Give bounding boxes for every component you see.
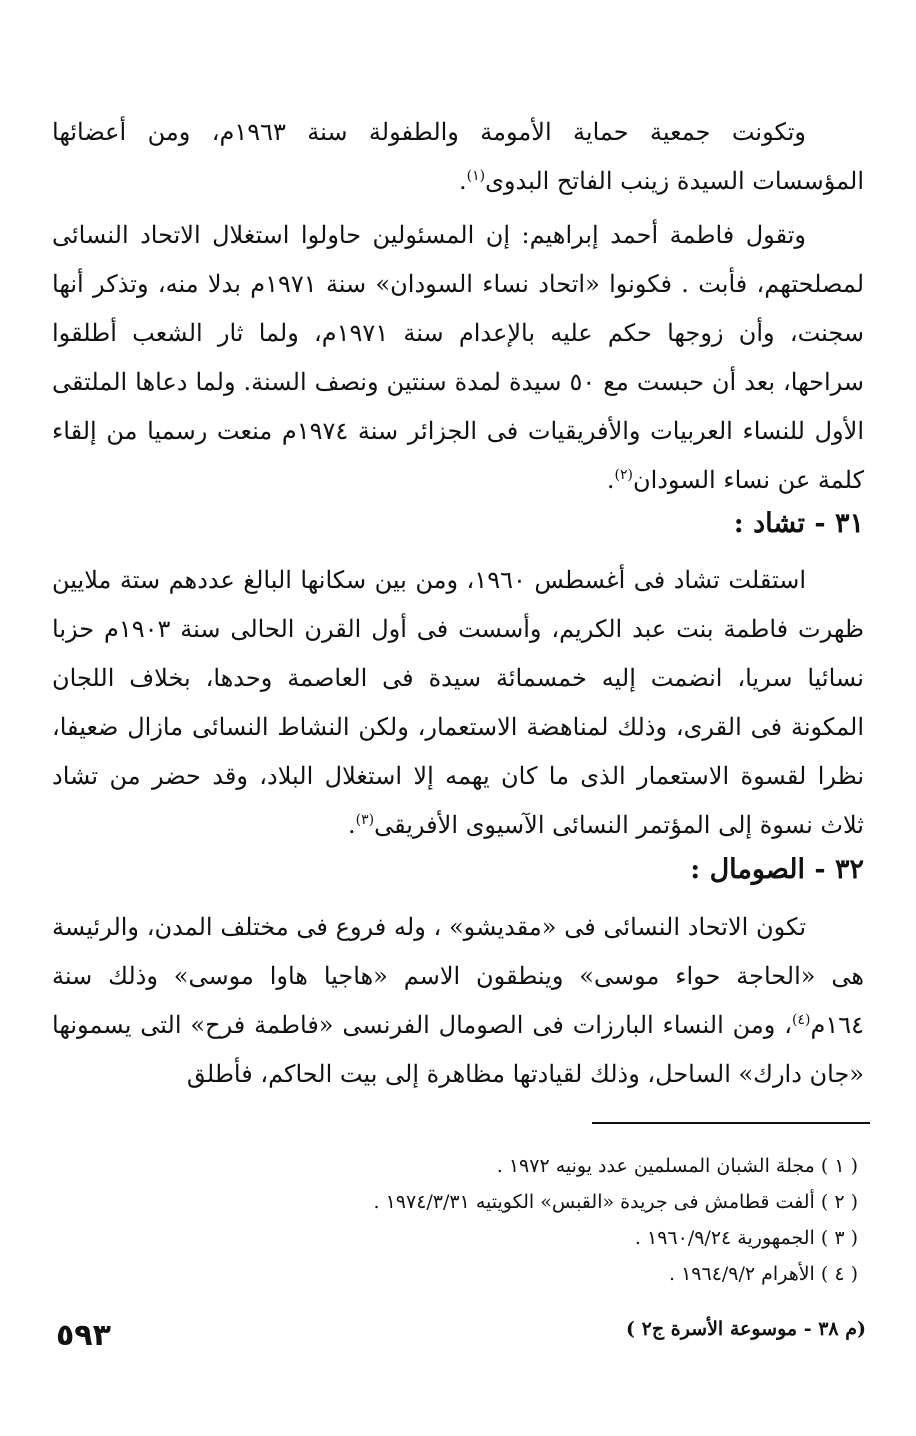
paragraph-text: تكون الاتحاد النسائى فى «مقديشو» ، وله فروع فى مختلف المدن، والرئيسة هى «الحاجة حواء موسى» وينطقون الاسم «هاجيا هاوا موسى» وذلك سنة ١٦٤م — [52, 913, 864, 1039]
footnote-1: ( ١ ) مجلة الشبان المسلمين عدد يونيه ١٩٧٢ . — [496, 1155, 858, 1177]
paragraph-childhood-society — [52, 108, 864, 206]
footnote-ref-1: (١) — [466, 168, 486, 184]
printer-signature: (م ٣٨ - موسوعة الأسرة ج٢ ) — [626, 1318, 866, 1340]
footnote-ref-2: (٢) — [614, 467, 633, 483]
paragraph-text: استقلت تشاد فى أغسطس ١٩٦٠، ومن بين سكانها البالغ عددهم ستة ملايين ظهرت فاطمة بنت عبد الكريم، وأسست فى أول القرن الحالى سنة ١٩٠٣م حزبا نسائيا سريا، انضمت إليه خمسمائة سيدة فى العاصمة وحدها، بخلاف اللجان المكونة فى القرى، وذلك لمناهضة الاستعمار، ولكن النشاط النسائى مازال ضعيفا، نظرا لقسوة الاستعمار الذى ما كان يهمه إلا استغلال البلاد، وقد حضر من تشاد ثلاث نسوة إلى المؤتمر النسائى الآسيوى الأفريقى — [52, 566, 864, 839]
footnote-2: ( ٢ ) ألفت قطامش فى جريدة «القبس» الكويتيه ١٩٧٤/٣/٣١ . — [373, 1191, 858, 1213]
paragraph-somalia — [52, 903, 864, 1099]
paragraph-end: . — [606, 466, 615, 494]
page-number: ٥٩٣ — [56, 1318, 111, 1353]
paragraph-text: وتقول فاطمة أحمد إبراهيم: إن المسئولين حاولوا استغلال الاتحاد النسائى لمصلحتهم، فأبت . فكونوا «اتحاد نساء السودان» سنة ١٩٧١م بدلا منه، وتذكر أنها سجنت، وأن زوجها حكم عليه بالإعدام سنة ١٩٧١م، ولما ثار الشعب أطلقوا سراحها، بعد أن حبست مع ٥٠ سيدة لمدة سنتين ونصف السنة. ولما دعاها الملتقى الأول للنساء العربيات والأفريقيات فى الجزائر سنة ١٩٧٤م منعت رسميا من إلقاء كلمة عن نساء السودان — [52, 221, 865, 494]
footnote-ref-4: (٤) — [792, 1012, 811, 1028]
footnote-4: ( ٤ ) الأهرام ١٩٦٤/٩/٢ . — [668, 1263, 858, 1285]
footnote-ref-3: (٣) — [355, 812, 375, 828]
paragraph-text: وتكونت جمعية حماية الأمومة والطفولة سنة ١٩٦٣م، ومن أعضائها المؤسسات السيدة زينب الفاتح البدوى — [52, 118, 864, 195]
section-heading-somalia: ٣٢ - الصومال : — [690, 854, 864, 885]
footnote-divider — [592, 1122, 870, 1124]
section-heading-chad: ٣١ - تشاد : — [733, 508, 864, 539]
paragraph-text-continued: ، ومن النساء البارزات فى الصومال الفرنسى «فاطمة فرح» التى يسمونها «جان دارك» الساحل، وذلك لقيادتها مظاهرة إلى بيت الحاكم، فأطلق — [52, 1011, 864, 1088]
paragraph-fatima-ibrahim — [52, 211, 864, 505]
footnotes-list — [158, 1148, 858, 1292]
paragraph-chad — [52, 556, 864, 850]
footnote-3: ( ٣ ) الجمهورية ١٩٦٠/٩/٢٤ . — [634, 1227, 858, 1249]
paragraph-end: . — [348, 811, 356, 839]
paragraph-end: . — [459, 167, 467, 195]
